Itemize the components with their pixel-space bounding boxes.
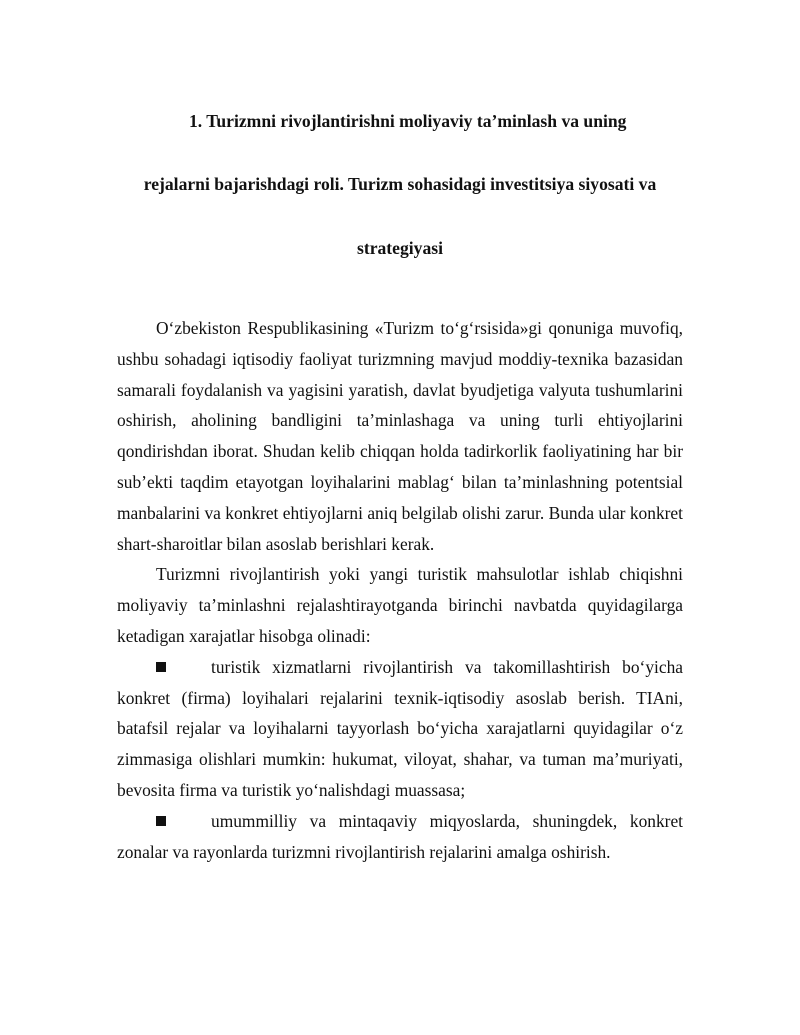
black-square-icon	[156, 662, 166, 672]
bullet-item-1	[117, 652, 683, 806]
paragraph-1: O‘zbekiston Respublikasining «Turizm to‘g‘rsisida»gi qonuniga muvofiq, ushbu sohadagi iqtisodiy faoliyat turizmning mavjud moddiy-texnika bazasidan samarali foydalanish va yagisini yaratish, davlat byudjetiga valyuta tushumlarini oshirish, aholining bandligini ta’minlashaga va uning turli ehtiyojlarini qondirishdan iborat. Shudan kelib chiqqan holda tadirkorlik faoliyatining har bir sub’ekti taqdim etayotgan loyihalarini mablag‘ bilan ta’minlashning potentsial manbalarini va konkret ehtiyojlarni aniq belgilab olishi zarur. Bunda ular konkret shart-sharoitlar bilan asoslab berishlari kerak.	[117, 318, 683, 554]
bullet-item-2	[117, 806, 683, 868]
black-square-icon	[156, 816, 166, 826]
heading-line-2: rejalarni bajarishdagi roli. Turizm sohasidagi investitsiya siyosati va	[143, 174, 657, 194]
heading-line-1: 1. Turizmni rivojlantirishni moliyaviy ta’minlash va uning	[189, 111, 627, 131]
heading-line-3: strategiyasi	[357, 238, 443, 258]
bullet-text-1: turistik xizmatlarni rivojlantirish va takomillashtirish bo‘yicha konkret (firma) loyihalari rejalarini texnik-iqtisodiy asoslab berish. TIAni, batafsil rejalar va loyihalarni tayyorlash bo‘yicha xarajatlarni quyidagilar o‘z zimmasiga olishlari mumkin: hukumat, viloyat, shahar, va tuman ma’muriyati, bevosita firma va turistik yo‘nalishdagi muassasa;	[117, 656, 683, 800]
bullet-text-2: umummilliy va mintaqaviy miqyoslarda, shuningdek, konkret zonalar va rayonlarda turizmni rivojlantirish rejalarini amalga oshirish.	[117, 810, 683, 862]
paragraph-2: Turizmni rivojlantirish yoki yangi turistik mahsulotlar ishlab chiqishni moliyaviy ta’minlashni rejalashtirayotganda birinchi navbatda quyidagilarga ketadigan xarajatlar hisobga olinadi:	[117, 564, 683, 646]
body-text	[117, 313, 683, 867]
